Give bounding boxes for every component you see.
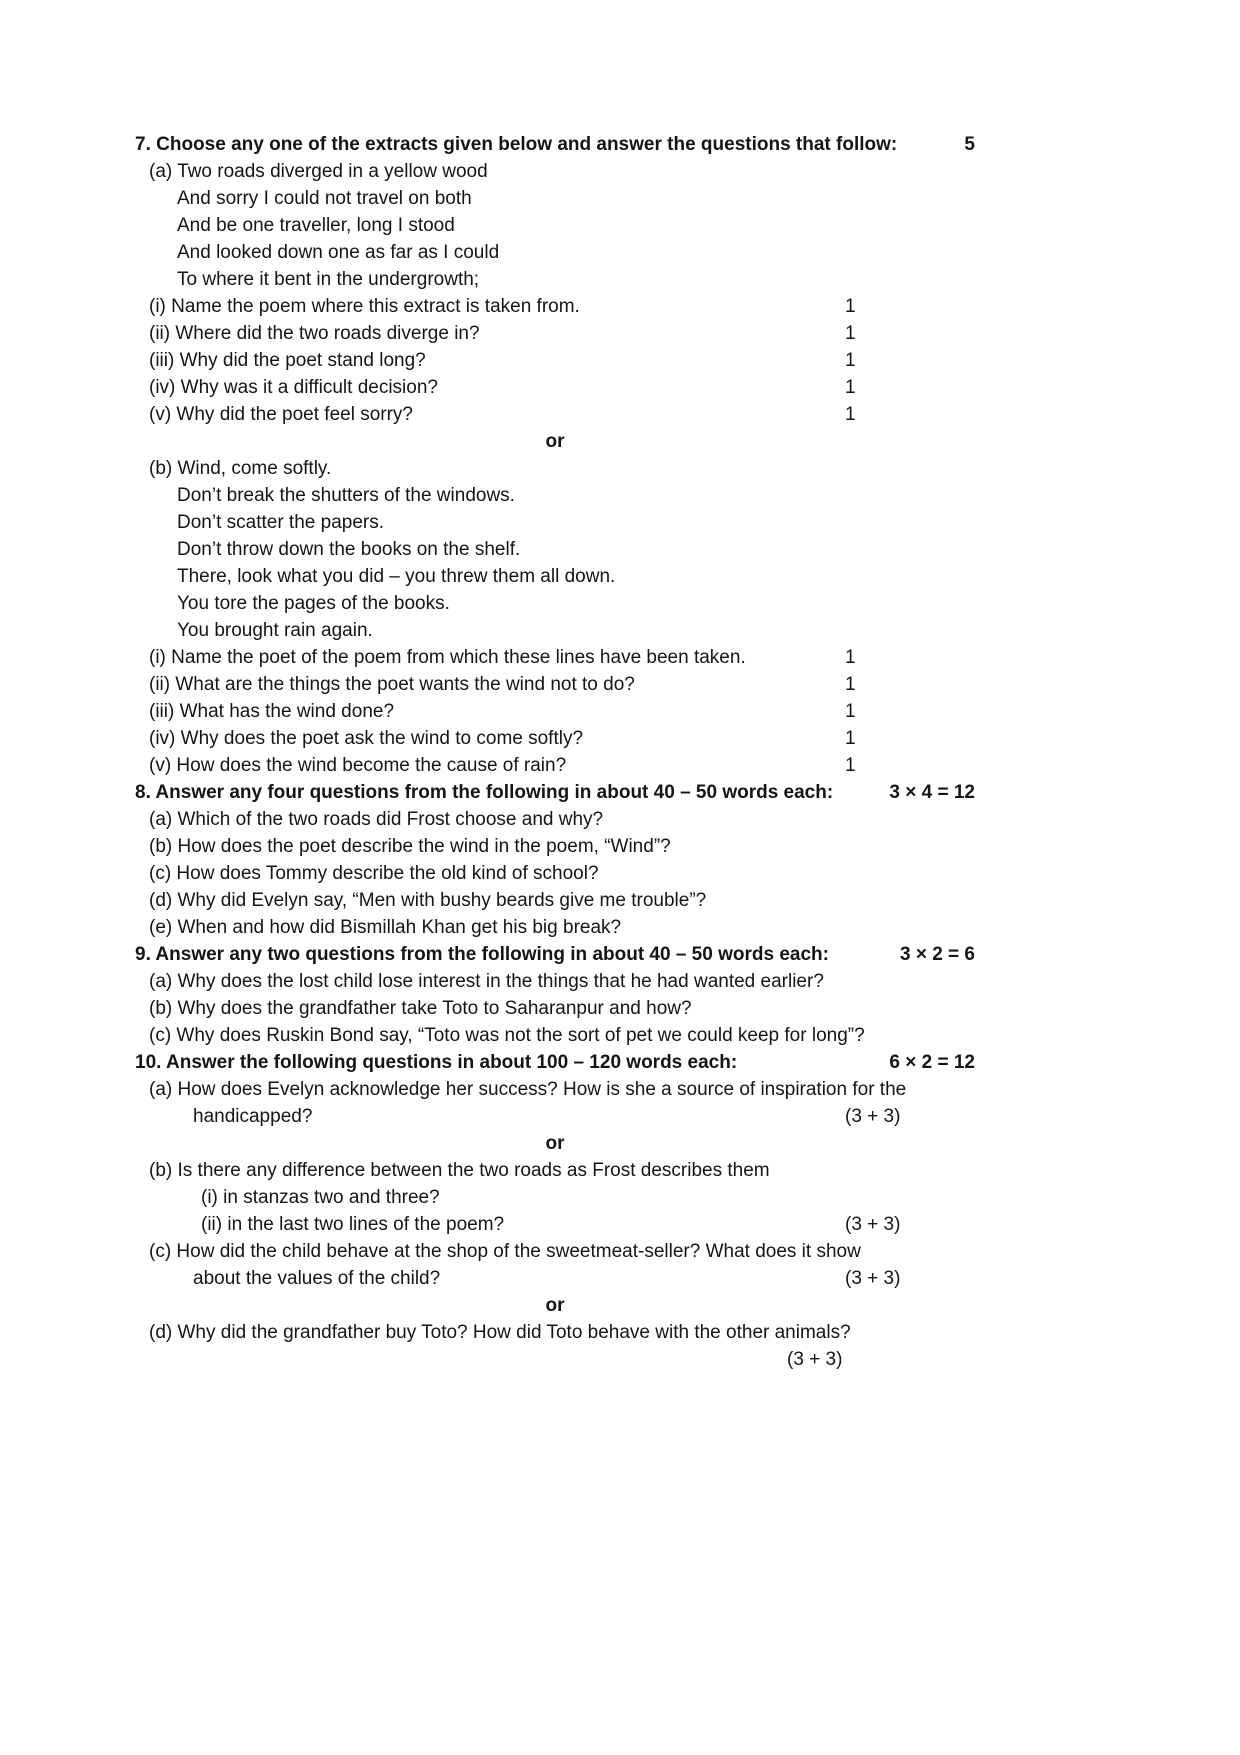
line-text: (ii) in the last two lines of the poem? (201, 1214, 505, 1235)
document-line (135, 617, 975, 644)
marks-value: 1 (845, 323, 856, 344)
line-text: And be one traveller, long I stood (177, 215, 455, 236)
line-text: You tore the pages of the books. (177, 593, 450, 614)
or-separator (135, 428, 975, 455)
document-line (135, 293, 975, 320)
line-text: (v) How does the wind become the cause of rain? (149, 755, 567, 776)
document-line (135, 1265, 975, 1292)
document-line (135, 1319, 975, 1346)
document-line (135, 1238, 975, 1265)
document-line (135, 158, 975, 185)
line-text: (a) Which of the two roads did Frost choose and why? (149, 809, 604, 830)
marks-value: 5 (964, 134, 975, 155)
line-text: (c) How does Tommy describe the old kind of school? (149, 863, 599, 884)
line-text: (b) Wind, come softly. (149, 458, 332, 479)
or-separator (135, 1292, 975, 1319)
document-line (135, 590, 975, 617)
question-heading (135, 941, 975, 968)
document-line (135, 887, 975, 914)
line-text: or (545, 1295, 565, 1316)
document-line (135, 1103, 975, 1130)
line-text: handicapped? (193, 1106, 313, 1127)
line-text: 9. Answer any two questions from the following in about 40 – 50 words each: (135, 944, 829, 965)
marks-value: 1 (845, 674, 856, 695)
marks-value: (3 + 3) (787, 1349, 843, 1370)
marks-value: 1 (845, 755, 856, 776)
line-text: (b) Why does the grandfather take Toto to Saharanpur and how? (149, 998, 692, 1019)
document-line (135, 833, 975, 860)
document-line (135, 671, 975, 698)
or-separator (135, 1130, 975, 1157)
line-text: about the values of the child? (193, 1268, 441, 1289)
document-content (135, 131, 975, 1370)
marks-value: 3 × 4 = 12 (889, 782, 975, 803)
document-line (135, 185, 975, 212)
marks-value: 1 (845, 728, 856, 749)
line-text: (c) Why does Ruskin Bond say, “Toto was not the sort of pet we could keep for long”? (149, 1025, 865, 1046)
document-line (135, 806, 975, 833)
document-line (135, 536, 975, 563)
document-line (135, 563, 975, 590)
document-line (135, 374, 975, 401)
line-text: (iii) What has the wind done? (149, 701, 395, 722)
marks-value: 1 (845, 350, 856, 371)
document-line (135, 1211, 975, 1238)
line-text: (b) How does the poet describe the wind in the poem, “Wind”? (149, 836, 671, 857)
document-line (135, 860, 975, 887)
marks-value: (3 + 3) (845, 1268, 901, 1289)
marks-value: 1 (845, 404, 856, 425)
document-line (135, 212, 975, 239)
document-line (135, 914, 975, 941)
marks-value: 3 × 2 = 6 (899, 944, 975, 965)
marks-value: 1 (845, 296, 856, 317)
line-text: (d) Why did Evelyn say, “Men with bushy beards give me trouble”? (149, 890, 707, 911)
document-line (135, 725, 975, 752)
question-heading (135, 131, 975, 158)
document-line (135, 752, 975, 779)
document-line (135, 401, 975, 428)
document-line (135, 968, 975, 995)
document-line (135, 1076, 975, 1103)
marks-value: 1 (845, 701, 856, 722)
line-text: And sorry I could not travel on both (177, 188, 472, 209)
document-line (135, 995, 975, 1022)
line-text: 8. Answer any four questions from the following in about 40 – 50 words each: (135, 782, 834, 803)
marks-value: 6 × 2 = 12 (889, 1052, 975, 1073)
line-text: Don’t throw down the books on the shelf. (177, 539, 521, 560)
line-text: (iv) Why was it a difficult decision? (149, 377, 438, 398)
document-line (135, 1157, 975, 1184)
line-text: (i) Name the poet of the poem from which these lines have been taken. (149, 647, 746, 668)
line-text: (iv) Why does the poet ask the wind to come softly? (149, 728, 584, 749)
marks-value: 1 (845, 647, 856, 668)
line-text: (d) Why did the grandfather buy Toto? How did Toto behave with the other animals? (149, 1322, 851, 1343)
line-text: (ii) What are the things the poet wants the wind not to do? (149, 674, 635, 695)
line-text: Don’t scatter the papers. (177, 512, 384, 533)
line-text: (a) Two roads diverged in a yellow wood (149, 161, 488, 182)
document-line (135, 509, 975, 536)
line-text: (v) Why did the poet feel sorry? (149, 404, 413, 425)
line-text: (i) Name the poem where this extract is taken from. (149, 296, 580, 317)
line-text: (iii) Why did the poet stand long? (149, 350, 426, 371)
line-text: To where it bent in the undergrowth; (177, 269, 480, 290)
line-text: 10. Answer the following questions in about 100 – 120 words each: (135, 1052, 738, 1073)
document-line (135, 1022, 975, 1049)
line-text: (c) How did the child behave at the shop of the sweetmeat-seller? What does it show (149, 1241, 861, 1262)
question-heading (135, 779, 975, 806)
line-text: And looked down one as far as I could (177, 242, 500, 263)
line-text: There, look what you did – you threw them all down. (177, 566, 616, 587)
document-line (135, 482, 975, 509)
document-line (135, 239, 975, 266)
document-line (135, 644, 975, 671)
marks-value: (3 + 3) (845, 1106, 901, 1127)
line-text: (b) Is there any difference between the two roads as Frost describes them (149, 1160, 770, 1181)
marks-value: 1 (845, 377, 856, 398)
line-text: or (545, 431, 565, 452)
line-text: You brought rain again. (177, 620, 373, 641)
question-heading (135, 1049, 975, 1076)
line-text: or (545, 1133, 565, 1154)
marks-value: (3 + 3) (845, 1214, 901, 1235)
line-text: (i) in stanzas two and three? (201, 1187, 440, 1208)
document-line (135, 455, 975, 482)
document-line (135, 347, 975, 374)
line-text: (e) When and how did Bismillah Khan get his big break? (149, 917, 622, 938)
document-line (135, 266, 975, 293)
document-line (135, 320, 975, 347)
line-text: (a) How does Evelyn acknowledge her success? How is she a source of inspiration for the (149, 1079, 907, 1100)
line-text: 7. Choose any one of the extracts given below and answer the questions that follow: (135, 134, 898, 155)
document-line (135, 1184, 975, 1211)
document-line (135, 698, 975, 725)
line-text: Don’t break the shutters of the windows. (177, 485, 515, 506)
line-text: (ii) Where did the two roads diverge in? (149, 323, 480, 344)
line-text: (a) Why does the lost child lose interest in the things that he had wanted earlier? (149, 971, 824, 992)
